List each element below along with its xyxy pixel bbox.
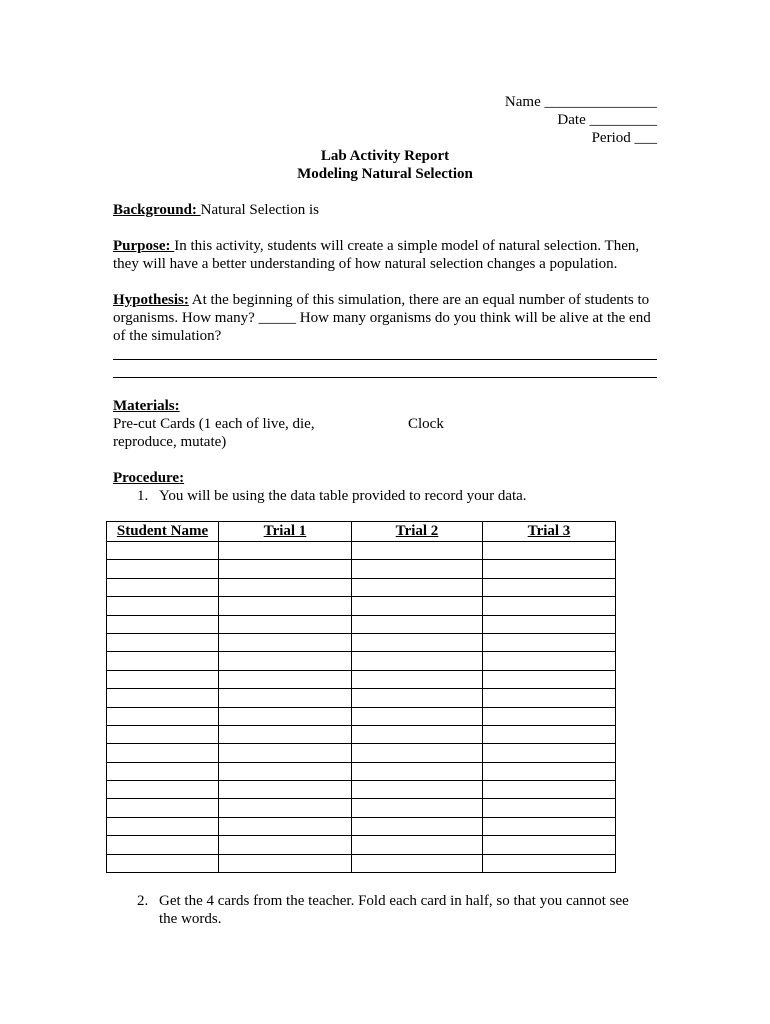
table-cell[interactable] (107, 707, 219, 725)
table-cell[interactable] (107, 560, 219, 578)
table-cell[interactable] (352, 689, 483, 707)
table-cell[interactable] (352, 542, 483, 560)
table-row (107, 578, 616, 596)
table-cell[interactable] (483, 725, 616, 743)
report-subtitle: Modeling Natural Selection (297, 166, 473, 182)
table-row (107, 799, 616, 817)
table-cell[interactable] (352, 633, 483, 651)
table-cell[interactable] (107, 633, 219, 651)
table-cell[interactable] (107, 670, 219, 688)
table-cell[interactable] (219, 670, 352, 688)
table-body (107, 542, 616, 873)
table-cell[interactable] (219, 597, 352, 615)
table-cell[interactable] (352, 597, 483, 615)
step-2-text-line-2: the words. (159, 911, 222, 927)
table-cell[interactable] (107, 781, 219, 799)
table-cell[interactable] (219, 560, 352, 578)
table-row (107, 762, 616, 780)
name-field-label: Name _______________ (504, 94, 657, 110)
table-cell[interactable] (352, 836, 483, 854)
table-cell[interactable] (219, 836, 352, 854)
table-cell[interactable] (352, 799, 483, 817)
table-cell[interactable] (352, 744, 483, 762)
table-cell[interactable] (483, 633, 616, 651)
table-cell[interactable] (219, 817, 352, 835)
table-cell[interactable] (107, 854, 219, 872)
table-cell[interactable] (107, 597, 219, 615)
table-cell[interactable] (219, 542, 352, 560)
table-cell[interactable] (483, 744, 616, 762)
materials-item-cards-cont: reproduce, mutate) (113, 434, 227, 450)
table-row (107, 817, 616, 835)
table-row (107, 744, 616, 762)
table-cell[interactable] (352, 560, 483, 578)
hypothesis-section (113, 291, 658, 345)
table-cell[interactable] (219, 799, 352, 817)
table-row (107, 707, 616, 725)
step-1-text: You will be using the data table provided to record your data. (159, 488, 527, 504)
table-cell[interactable] (483, 578, 616, 596)
hypothesis-answer-line-2[interactable] (113, 377, 657, 378)
table-cell[interactable] (219, 615, 352, 633)
table-row (107, 615, 616, 633)
table-cell[interactable] (352, 762, 483, 780)
table-cell[interactable] (219, 781, 352, 799)
table-cell[interactable] (352, 707, 483, 725)
materials-item-clock: Clock (408, 416, 444, 432)
table-cell[interactable] (219, 689, 352, 707)
table-cell[interactable] (107, 542, 219, 560)
table-row (107, 542, 616, 560)
table-cell[interactable] (107, 817, 219, 835)
table-cell[interactable] (107, 725, 219, 743)
table-row (107, 633, 616, 651)
purpose-section (113, 237, 658, 273)
table-row (107, 689, 616, 707)
table-row (107, 725, 616, 743)
hypothesis-answer-line-1[interactable] (113, 359, 657, 360)
table-cell[interactable] (483, 670, 616, 688)
header-student-name: Student Name (107, 522, 219, 542)
table-cell[interactable] (483, 597, 616, 615)
table-cell[interactable] (483, 615, 616, 633)
table-cell[interactable] (483, 542, 616, 560)
table-cell[interactable] (352, 578, 483, 596)
table-cell[interactable] (483, 652, 616, 670)
materials-label: Materials: (113, 398, 180, 414)
table-cell[interactable] (107, 762, 219, 780)
report-title: Lab Activity Report (320, 148, 450, 164)
table-cell[interactable] (219, 652, 352, 670)
table-header-row (107, 522, 616, 542)
step-2-text-line-1: Get the 4 cards from the teacher. Fold each card in half, so that you cannot see (159, 893, 629, 909)
table-cell[interactable] (352, 725, 483, 743)
table-cell[interactable] (219, 762, 352, 780)
table-cell[interactable] (483, 854, 616, 872)
table-cell[interactable] (219, 633, 352, 651)
table-row (107, 781, 616, 799)
table-cell[interactable] (352, 781, 483, 799)
table-cell[interactable] (107, 615, 219, 633)
table-cell[interactable] (483, 799, 616, 817)
table-row (107, 560, 616, 578)
date-field-label: Date _________ (557, 112, 657, 128)
table-cell[interactable] (483, 689, 616, 707)
step-2-number: 2. (137, 893, 149, 909)
step-1-number: 1. (137, 488, 149, 504)
background-section (113, 201, 658, 219)
table-cell[interactable] (107, 744, 219, 762)
period-field-label: Period ___ (591, 130, 657, 146)
table-row (107, 652, 616, 670)
table-cell[interactable] (219, 578, 352, 596)
hypothesis-text: At the beginning of this simulation, there are an equal number of students to organisms. How many? _____ How many organisms do you think will be alive at the end of the simulation? (113, 292, 651, 344)
table-cell[interactable] (219, 744, 352, 762)
table-cell[interactable] (219, 725, 352, 743)
table-row (107, 854, 616, 872)
table-cell[interactable] (483, 836, 616, 854)
background-text: Natural Selection is (200, 202, 319, 218)
table-cell[interactable] (219, 854, 352, 872)
data-table (106, 521, 616, 873)
header-trial-3: Trial 3 (483, 522, 616, 542)
procedure-label: Procedure: (113, 470, 185, 486)
table-row (107, 836, 616, 854)
table-cell[interactable] (483, 781, 616, 799)
purpose-label: Purpose: (113, 238, 175, 254)
table-row (107, 670, 616, 688)
materials-item-cards: Pre-cut Cards (1 each of live, die, (113, 416, 315, 432)
table-cell[interactable] (352, 615, 483, 633)
table-cell[interactable] (352, 854, 483, 872)
table-cell[interactable] (483, 560, 616, 578)
table-cell[interactable] (352, 652, 483, 670)
background-label: Background: (113, 202, 201, 218)
table-cell[interactable] (483, 817, 616, 835)
header-trial-1: Trial 1 (219, 522, 352, 542)
table-cell[interactable] (107, 689, 219, 707)
table-cell[interactable] (483, 762, 616, 780)
table-cell[interactable] (107, 799, 219, 817)
table-cell[interactable] (352, 670, 483, 688)
hypothesis-label: Hypothesis: (113, 292, 189, 308)
purpose-text: In this activity, students will create a simple model of natural selection. Then, they will have a better understanding of how natural selection changes a population. (113, 238, 640, 272)
table-cell[interactable] (483, 707, 616, 725)
table-cell[interactable] (219, 707, 352, 725)
table-cell[interactable] (352, 817, 483, 835)
table-row (107, 597, 616, 615)
table-cell[interactable] (107, 652, 219, 670)
table-cell[interactable] (107, 836, 219, 854)
table-cell[interactable] (107, 578, 219, 596)
header-trial-2: Trial 2 (352, 522, 483, 542)
